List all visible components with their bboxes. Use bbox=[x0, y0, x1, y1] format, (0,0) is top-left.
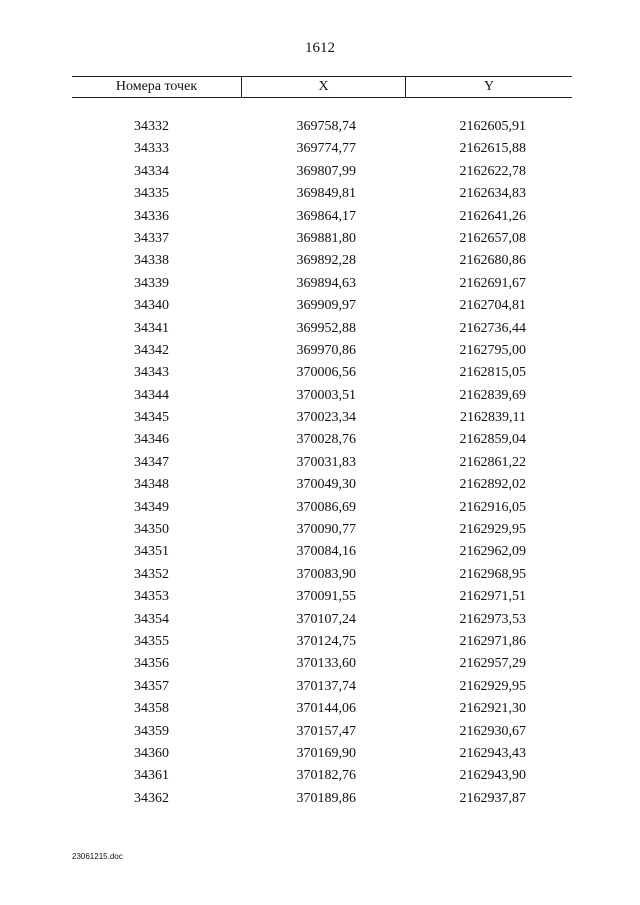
table-row bbox=[0, 362, 640, 384]
table-row bbox=[0, 295, 640, 317]
point-number-cell: 34349 bbox=[134, 499, 169, 515]
x-coordinate-cell: 370107,24 bbox=[296, 611, 356, 627]
point-number-cell: 34341 bbox=[134, 320, 169, 336]
table-row bbox=[0, 385, 640, 407]
table-row bbox=[0, 631, 640, 653]
point-number-cell: 34334 bbox=[134, 163, 169, 179]
table-row bbox=[0, 228, 640, 250]
x-coordinate-cell: 369909,97 bbox=[296, 298, 356, 314]
table-row bbox=[0, 788, 640, 810]
table-row bbox=[0, 340, 640, 362]
point-number-cell: 34357 bbox=[134, 678, 169, 694]
table-row bbox=[0, 609, 640, 631]
x-coordinate-cell: 370006,56 bbox=[296, 365, 356, 381]
x-coordinate-cell: 369758,74 bbox=[296, 119, 356, 134]
x-coordinate-cell: 370049,30 bbox=[296, 477, 356, 493]
table-row bbox=[0, 273, 640, 295]
x-coordinate-cell: 370028,76 bbox=[296, 432, 356, 448]
y-coordinate-cell: 2162929,95 bbox=[459, 522, 526, 538]
y-coordinate-cell: 2162892,02 bbox=[459, 477, 526, 493]
table-header bbox=[72, 76, 572, 98]
table-row bbox=[0, 452, 640, 474]
table-row bbox=[0, 721, 640, 743]
point-number-cell: 34347 bbox=[134, 454, 169, 470]
table-row bbox=[0, 765, 640, 787]
header-y: Y bbox=[483, 79, 495, 94]
y-coordinate-cell: 2162622,78 bbox=[459, 163, 526, 179]
point-number-cell: 34362 bbox=[134, 790, 169, 806]
point-number-cell: 34333 bbox=[134, 141, 169, 157]
x-coordinate-cell: 370090,77 bbox=[296, 522, 356, 538]
point-number-cell: 34348 bbox=[134, 477, 169, 493]
table-row bbox=[0, 407, 640, 429]
point-number-cell: 34343 bbox=[134, 365, 169, 381]
y-coordinate-cell: 2162971,86 bbox=[459, 633, 526, 649]
table-row bbox=[0, 653, 640, 675]
table-row bbox=[0, 519, 640, 541]
y-coordinate-cell: 2162916,05 bbox=[459, 499, 526, 515]
y-coordinate-cell: 2162943,43 bbox=[459, 745, 526, 761]
x-coordinate-cell: 370189,86 bbox=[296, 790, 356, 806]
point-number-cell: 34352 bbox=[134, 566, 169, 582]
point-number-cell: 34351 bbox=[134, 544, 169, 560]
x-coordinate-cell: 369894,63 bbox=[296, 275, 356, 291]
table-row bbox=[0, 161, 640, 183]
point-number-cell: 34359 bbox=[134, 723, 169, 739]
y-coordinate-cell: 2162615,88 bbox=[459, 141, 526, 157]
x-coordinate-cell: 370086,69 bbox=[296, 499, 356, 515]
table-row bbox=[0, 318, 640, 340]
table-row bbox=[0, 429, 640, 451]
point-number-cell: 34360 bbox=[134, 745, 169, 761]
header-x: X bbox=[242, 77, 406, 97]
point-number-cell: 34344 bbox=[134, 387, 169, 403]
x-coordinate-cell: 370133,60 bbox=[296, 656, 356, 672]
table-row bbox=[0, 206, 640, 228]
x-coordinate-cell: 369807,99 bbox=[296, 163, 356, 179]
table-row bbox=[0, 138, 640, 160]
y-coordinate-cell: 2162657,08 bbox=[459, 230, 526, 246]
y-coordinate-cell: 2162943,90 bbox=[459, 768, 526, 784]
x-coordinate-cell: 370169,90 bbox=[296, 745, 356, 761]
point-number-cell: 34358 bbox=[134, 701, 169, 717]
point-number-cell: 34340 bbox=[134, 298, 169, 314]
table-row bbox=[0, 474, 640, 496]
y-coordinate-cell: 2162957,29 bbox=[459, 656, 526, 672]
y-coordinate-cell: 2162634,83 bbox=[459, 186, 526, 202]
y-coordinate-cell: 2162815,05 bbox=[459, 365, 526, 381]
table-row bbox=[0, 743, 640, 765]
y-coordinate-cell: 2162968,95 bbox=[459, 566, 526, 582]
x-coordinate-cell: 370083,90 bbox=[296, 566, 356, 582]
point-number-cell: 34336 bbox=[134, 208, 169, 224]
point-number-cell: 34332 bbox=[134, 119, 169, 134]
point-number-cell: 34337 bbox=[134, 230, 169, 246]
y-coordinate-cell: 2162704,81 bbox=[459, 298, 526, 314]
point-number-cell: 34361 bbox=[134, 768, 169, 784]
y-coordinate-cell: 2162929,95 bbox=[459, 678, 526, 694]
x-coordinate-cell: 369774,77 bbox=[296, 141, 356, 157]
y-coordinate-cell: 2162839,69 bbox=[459, 387, 526, 403]
table-row bbox=[0, 183, 640, 205]
x-coordinate-cell: 370124,75 bbox=[296, 633, 356, 649]
y-coordinate-cell: 2162859,04 bbox=[459, 432, 526, 448]
x-coordinate-cell: 370003,51 bbox=[296, 387, 356, 403]
table-row bbox=[0, 250, 640, 272]
x-coordinate-cell: 370084,16 bbox=[296, 544, 356, 560]
table-row bbox=[0, 676, 640, 698]
point-number-cell: 34350 bbox=[134, 522, 169, 538]
point-number-cell: 34346 bbox=[134, 432, 169, 448]
x-coordinate-cell: 369892,28 bbox=[296, 253, 356, 269]
table-row bbox=[0, 698, 640, 720]
y-coordinate-cell: 2162795,00 bbox=[459, 342, 526, 358]
footer-filename: 23061215.doc bbox=[72, 852, 123, 861]
point-number-cell: 34355 bbox=[134, 633, 169, 649]
y-coordinate-cell: 2162641,26 bbox=[459, 208, 526, 224]
x-coordinate-cell: 369881,80 bbox=[296, 230, 356, 246]
x-coordinate-cell: 370023,34 bbox=[296, 410, 356, 426]
y-coordinate-cell: 2162973,53 bbox=[459, 611, 526, 627]
table-body bbox=[0, 116, 640, 810]
x-coordinate-cell: 370157,47 bbox=[296, 723, 356, 739]
y-coordinate-cell: 2162937,87 bbox=[459, 790, 526, 806]
x-coordinate-cell: 369970,86 bbox=[296, 342, 356, 358]
point-number-cell: 34338 bbox=[134, 253, 169, 269]
y-coordinate-cell: 2162861,22 bbox=[459, 454, 526, 470]
header-point-numbers: Номера точек bbox=[72, 77, 242, 97]
point-number-cell: 34354 bbox=[134, 611, 169, 627]
y-coordinate-cell: 2162839,11 bbox=[460, 410, 526, 426]
point-number-cell: 34342 bbox=[134, 342, 169, 358]
x-coordinate-cell: 370031,83 bbox=[296, 454, 356, 470]
y-coordinate-cell: 2162605,91 bbox=[459, 119, 526, 134]
y-coordinate-cell: 2162691,67 bbox=[459, 275, 526, 291]
table-row bbox=[0, 497, 640, 519]
table-row bbox=[0, 564, 640, 586]
table-row bbox=[0, 116, 640, 138]
x-coordinate-cell: 369849,81 bbox=[296, 186, 356, 202]
y-coordinate-cell: 2162962,09 bbox=[459, 544, 526, 560]
x-coordinate-cell: 369864,17 bbox=[296, 208, 356, 224]
table-row bbox=[0, 586, 640, 608]
point-number-cell: 34353 bbox=[134, 589, 169, 605]
page-number: 1612 bbox=[305, 40, 335, 56]
table-row bbox=[0, 541, 640, 563]
y-coordinate-cell: 2162971,51 bbox=[459, 589, 526, 605]
x-coordinate-cell: 370137,74 bbox=[296, 678, 356, 694]
x-coordinate-cell: 369952,88 bbox=[296, 320, 356, 336]
y-coordinate-cell: 2162680,86 bbox=[459, 253, 526, 269]
point-number-cell: 34339 bbox=[134, 275, 169, 291]
x-coordinate-cell: 370144,06 bbox=[296, 701, 356, 717]
x-coordinate-cell: 370091,55 bbox=[296, 589, 356, 605]
y-coordinate-cell: 2162921,30 bbox=[459, 701, 526, 717]
point-number-cell: 34345 bbox=[134, 410, 169, 426]
point-number-cell: 34356 bbox=[134, 656, 169, 672]
y-coordinate-cell: 2162930,67 bbox=[459, 723, 526, 739]
y-coordinate-cell: 2162736,44 bbox=[459, 320, 526, 336]
x-coordinate-cell: 370182,76 bbox=[296, 768, 356, 784]
point-number-cell: 34335 bbox=[134, 186, 169, 202]
